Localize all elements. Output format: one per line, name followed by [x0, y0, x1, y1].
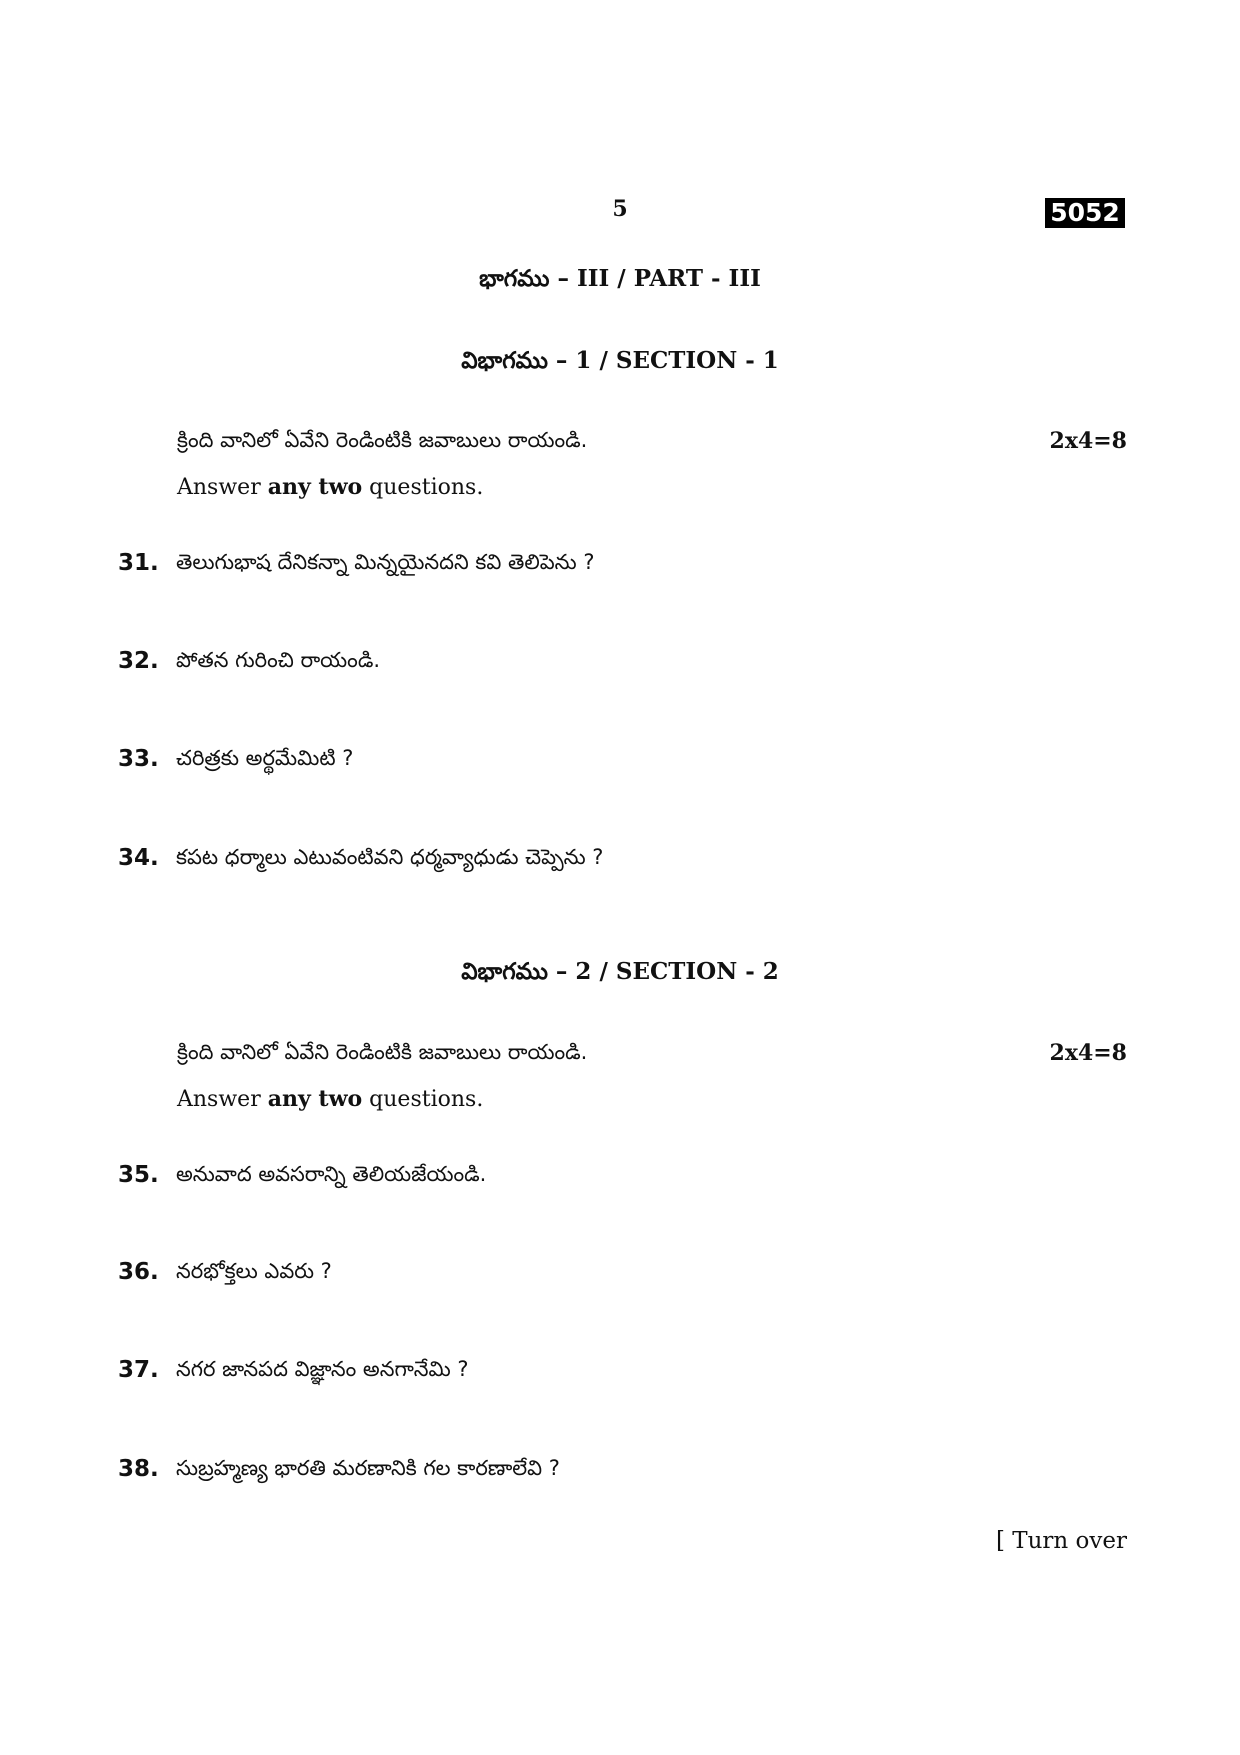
page-number: 5 [612, 196, 628, 222]
instruction-text: questions. [362, 475, 484, 500]
section-1-marks: 2x4=8 [1049, 428, 1127, 454]
question-text: చరిత్రకు అర్థమేమిటి ? [176, 746, 354, 770]
instruction-text: Answer [177, 475, 268, 500]
section-1-heading: విభాగము – 1 / SECTION - 1 [461, 347, 779, 374]
question-number: 32. [118, 648, 159, 674]
section-2-instruction-english [177, 1086, 483, 1112]
instruction-text: Answer [177, 1087, 268, 1112]
question-text: నరభోక్తలు ఎవరు ? [176, 1259, 332, 1283]
question-text: తెలుగుభాష దేనికన్నా మిన్నయైనదని కవి తెలిపెను ? [176, 550, 595, 574]
turn-over-note: [ Turn over [995, 1528, 1127, 1554]
paper-code-badge: 5052 [1045, 198, 1125, 228]
instruction-text: questions. [362, 1087, 484, 1112]
question-number: 37. [118, 1357, 159, 1383]
section-2-marks: 2x4=8 [1049, 1040, 1127, 1066]
part-heading: భాగము – III / PART - III [479, 265, 761, 292]
question-text: అనువాద అవసరాన్ని తెలియజేయండి. [176, 1162, 487, 1186]
question-number: 38. [118, 1456, 159, 1482]
section-2-heading: విభాగము – 2 / SECTION - 2 [461, 958, 779, 985]
instruction-emphasis: any two [267, 474, 363, 500]
question-number: 31. [118, 550, 159, 576]
question-text: కపట ధర్మాలు ఎటువంటివని ధర్మవ్యాధుడు చెప్పెను ? [176, 845, 604, 869]
question-text: సుబ్రహ్మణ్య భారతి మరణానికి గల కారణాలేవి ? [176, 1456, 560, 1480]
question-number: 34. [118, 845, 159, 871]
question-text: పోతన గురించి రాయండి. [176, 648, 381, 672]
question-number: 35. [118, 1162, 159, 1188]
question-number: 33. [118, 746, 159, 772]
question-number: 36. [118, 1259, 159, 1285]
section-2-instruction-telugu: క్రింది వానిలో ఏవేని రెండింటికి జవాబులు రాయండి. [177, 1040, 588, 1064]
section-1-instruction-telugu: క్రింది వానిలో ఏవేని రెండింటికి జవాబులు రాయండి. [177, 428, 588, 452]
section-1-instruction-english [177, 474, 483, 500]
question-text: నగర జానపద విజ్ఞానం అనగానేమి ? [176, 1357, 469, 1381]
instruction-emphasis: any two [267, 1086, 363, 1112]
